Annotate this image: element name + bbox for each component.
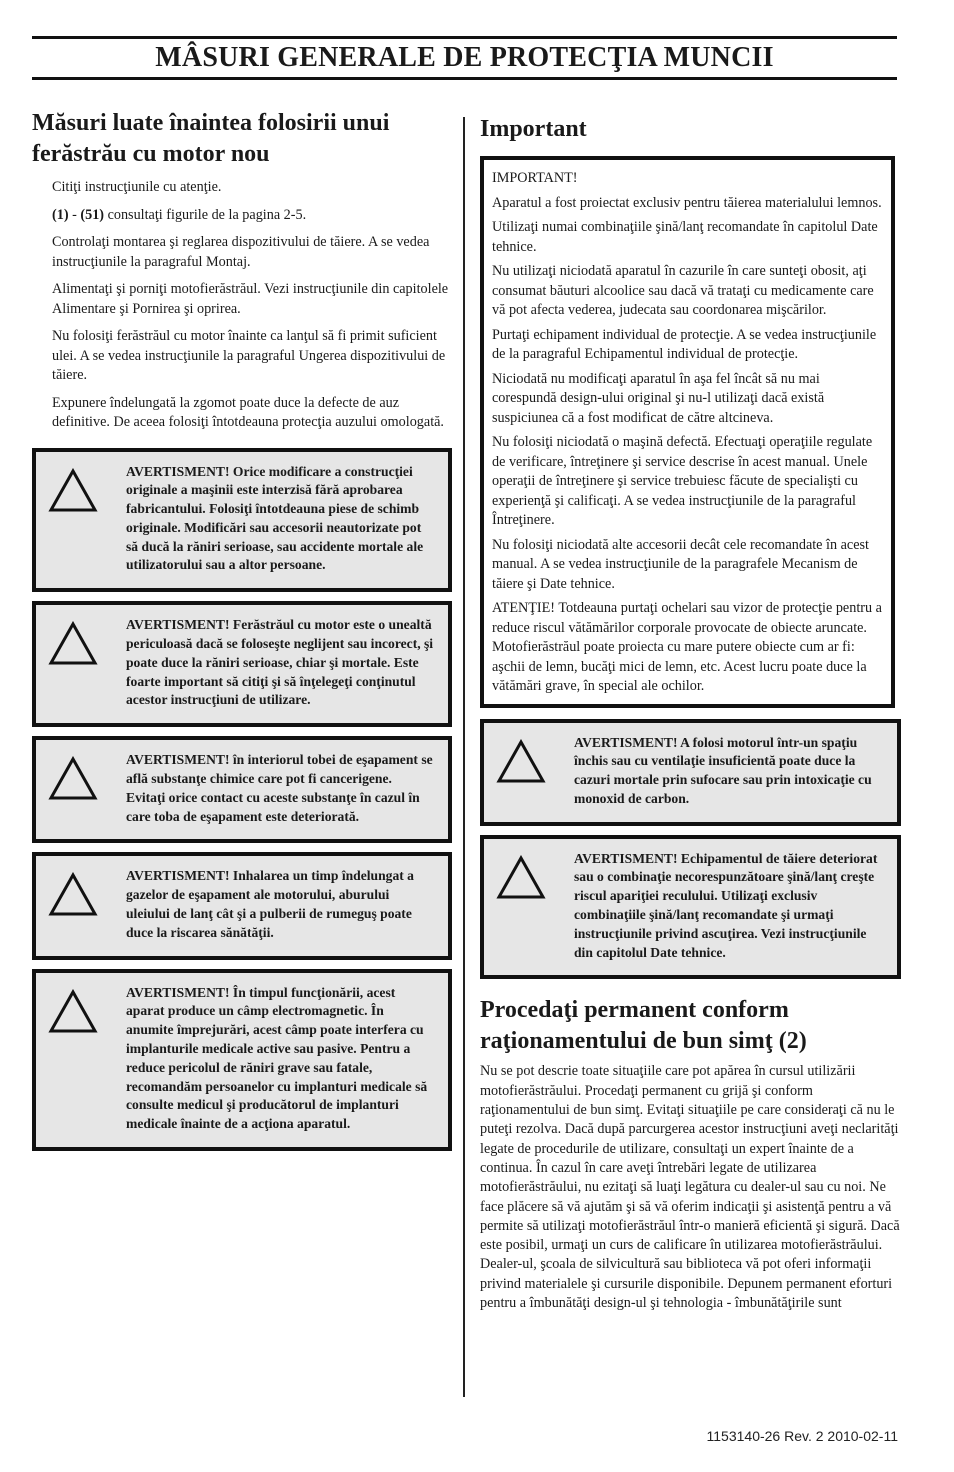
- column-divider: [463, 117, 465, 1397]
- document-reference: 1153140-26 Rev. 2 2010-02-11: [706, 1428, 898, 1444]
- left-column: [32, 108, 452, 1160]
- warning-triangle-icon: [48, 621, 98, 666]
- warning-text: AVERTISMENT! În timpul funcţionării, acest aparat produce un câmp electromagnetic. În anumite împrejurări, acest câmp poate interfera cu implanturile medicale active sau pasive. Pentru a reduce pericolul de răniri grave sau fatale, recomandăm persoanelor cu implanturi medicale să consulte medicul şi producătorul de implanturi medicale înainte de a acţiona aparatul.: [126, 984, 428, 1132]
- right-column: [480, 108, 900, 1313]
- warning-text: AVERTISMENT! Orice modificare a construcţiei originale a maşinii este interzisă fără aprobarea fabricantului. Folosiţi întotdeauna piese de schimb originale. Modificări sau accesorii neautorizate pot să ducă la răniri serioase, sau accidente mortale ale utilizatorului sau a altor persoane.: [126, 463, 424, 573]
- warning-box: [480, 719, 901, 826]
- warning-text: AVERTISMENT! Ferăstrăul cu motor este o unealtă periculoasă dacă se foloseşte neglijent sau incorect, şi poate duce la răniri serioase, chiar şi mortale. Este foarte important să citiţi şi să înţelegeţi conţinutul acestor instrucţiuni de utilizare.: [126, 617, 434, 708]
- warning-triangle-icon: [48, 872, 98, 917]
- warning-box: [32, 736, 452, 843]
- warning-triangle-icon: [48, 756, 98, 801]
- common-sense-paragraph: Nu se pot descrie toate situaţiile care pot apărea în cursul utilizării motofierăstrăului. Procedaţi permanent cu grijă şi conform raţionamentului de bun simţ. Evitaţi situaţiile pe care consideraţi că nu le puteţi rezolva. Dacă după parcurgerea acestor instrucţiuni aveţi neclarităţi legate de procedurile de utilizare, consultaţi un expert înainte de a continua. În cazul în care aveţi întrebări legate de utilizarea motofierăstrăului, nu ezitaţi să luaţi legătura cu dealer-ul sau cu noi. Ne face plăcere să vă ajutăm şi să vă oferim indicaţii şi asistenţă pentru a vă permite să utilizaţi motofierăstrăul într-o manieră eficientă şi sigură. Dacă este posibil, urmaţi un curs de calificare în utilizarea motofierăstrăului. Dealer-ul, şcoala de silvicultură sau biblioteca vă pot oferi informaţii privind materialele şi cursurile disponibile. Depunem permanent eforturi pentru a îmbunătăţi design-ul şi tehnologia - îmbunătăţirile sunt: [480, 1063, 900, 1312]
- important-item: ATENŢIE! Totdeauna purtaţi ochelari sau vizor de protecţie pentru a reduce riscul vătămărilor corporale provocate de obiecte aruncate. Motofierăstrăul poate proiecta cu mare putere obiecte cum ar fi: aşchii de lemn, bucăţi mici de lemn, etc. Acest lucru poate duce la vătămări grave, în special ale ochilor.: [492, 600, 882, 694]
- warning-box: [32, 448, 452, 593]
- section-heading-new-saw: Măsuri luate înaintea folosirii unui ferăstrău cu motor nou: [32, 110, 390, 167]
- warning-triangle-icon: [48, 989, 98, 1034]
- warning-text: AVERTISMENT! Inhalarea un timp îndelungat a gazelor de eşapament ale motorului, aburului uleiului de lanţ cât şi a pulberii de rumeguş poate duce la riscarea sănătăţii.: [126, 868, 414, 940]
- warning-box: [480, 835, 901, 980]
- important-item: Purtaţi echipament individual de protecţie. A se vedea instrucţiunile de la paragraful Echipamentul individual de protecţie.: [492, 326, 877, 362]
- paragraph: Expunere îndelungată la zgomot poate duce la defecte de auz definitive. De aceea folosiţi întotdeauna protecţia auzului omologată.: [52, 394, 444, 430]
- important-item: Niciodată nu modificaţi aparatul în aşa fel încât să nu mai corespundă design-ului original şi nu-l utilizaţi dacă există suspiciunea că a fost modificat de către altcineva.: [492, 370, 825, 426]
- warning-box: [32, 601, 452, 727]
- warning-text: AVERTISMENT! în interiorul tobei de eşapament se află substanţe chimice care pot fi cancerigene. Evitaţi orice contact cu aceste substanţe în cazul în care toba de eşapament este deteriorată.: [126, 752, 433, 824]
- warning-triangle-icon: [496, 739, 546, 784]
- paragraph: Nu folosiţi ferăstrăul cu motor înainte ca lanţul să fi primit suficient ulei. A se vedea instrucţiunile la paragraful Ungerea dispozitivului de tăiere.: [52, 328, 446, 383]
- section-heading-important: Important: [480, 116, 587, 142]
- warning-box: [32, 852, 452, 959]
- page-header: [32, 36, 897, 80]
- warning-triangle-icon: [496, 855, 546, 900]
- figure-reference: [52, 206, 452, 226]
- intro-paragraph: Citiţi instrucţiunile cu atenţie.: [52, 179, 222, 195]
- page-title: MÂSURI GENERALE DE PROTECŢIA MUNCII: [155, 42, 774, 73]
- warning-text: AVERTISMENT! A folosi motorul într-un spaţiu închis sau cu ventilaţie insuficientă poate duce la cazuri mortale prin sufocare sau prin intoxicaţie cu monoxid de carbon.: [574, 734, 872, 806]
- important-item: Aparatul a fost proiectat exclusiv pentru tăierea materialului lemnos.: [492, 194, 882, 211]
- section-heading-common-sense: Procedaţi permanent conform raţionamentului de bun simţ (2): [480, 997, 807, 1055]
- important-item: Utilizaţi numai combinaţiile şină/lanţ recomandate în capitolul Date tehnice.: [492, 219, 878, 255]
- warning-box: [32, 969, 452, 1151]
- important-item: Nu folosiţi niciodată alte accesorii decât cele recomandate în acest manual. A se vedea instrucţiunile de la paragrafele Mecanism de tăiere şi Date tehnice.: [492, 536, 869, 592]
- figref-sep: -: [68, 206, 81, 223]
- important-label: IMPORTANT!: [492, 170, 578, 186]
- figref-end: (51): [80, 206, 105, 223]
- paragraph: Alimentaţi şi porniţi motofierăstrăul. Vezi instrucţiunile din capitolele Alimentare şi Pornirea şi oprirea.: [52, 281, 449, 317]
- figref-start: (1): [52, 206, 69, 223]
- important-item: Nu folosiţi niciodată o maşină defectă. Efectuaţi operaţiile regulate de verificare, întreţinere şi service descrise în acest manual. Unele operaţii de întreţinere şi service trebuiesc făcute de specialişti cu experienţă şi calificaţi. A se vedea instrucţiunile de la paragraful Întreţinere.: [492, 434, 873, 528]
- important-item: Nu utilizaţi niciodată aparatul în cazurile în care sunteţi obosit, aţi consumat băuturi alcoolice sau dacă vă trataţi cu medicamente care vă pot afecta vederea, judecata sau coordonarea mişcărilor.: [492, 263, 874, 318]
- important-box: [480, 156, 895, 708]
- warning-triangle-icon: [48, 468, 98, 513]
- warning-text: AVERTISMENT! Echipamentul de tăiere deteriorat sau o combinaţie necorespunzătoare şină/lanţ creşte riscul apariţiei reculului. Utilizaţi exclusiv combinaţiile şină/lanţ recomandate şi urmaţi instrucţiunile privind ascuţirea. Vezi instrucţiunile din capitolul Date tehnice.: [574, 850, 878, 960]
- paragraph: Controlaţi montarea şi reglarea dispozitivului de tăiere. A se vedea instrucţiunile la paragraful Montaj.: [52, 234, 430, 270]
- figref-text: consultaţi figurile de la pagina 2-5.: [104, 206, 307, 223]
